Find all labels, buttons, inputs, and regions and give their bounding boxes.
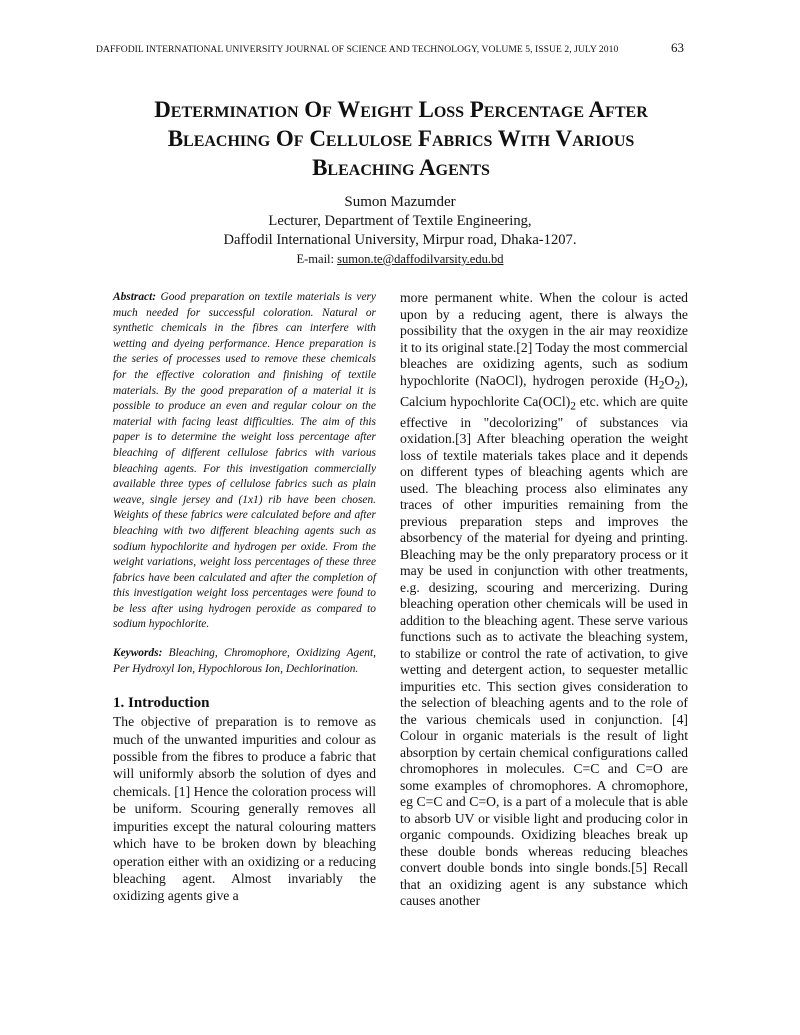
subscript: 2 <box>658 379 665 392</box>
left-column <box>113 290 376 905</box>
email-label: E-mail: <box>296 252 338 266</box>
author-position: Lecturer, Department of Textile Engineering, <box>268 213 532 229</box>
page-number: 63 <box>671 40 684 55</box>
text-segment: etc. which are quite effective in "decolorizing" of substances via oxidation.[3] After bleaching operation the weight loss of textile materials takes place and it depends on different types of bleaching agents which are used. The bleaching process also eliminates any traces of other impurities remaining from the previous preparation steps and improves the absorbency of the material for dyeing and printing. Bleaching may be the only preparatory process or it may be used in conjunction with other treatments, e.g. desizing, scouring and mercerizing. During bleaching operation other chemicals will be used in addition to the bleaching agent. These serve various functions such as to activate the bleaching system, to stabilize or control the rate of activation, to give wetting and detergent action, to sequester metallic impurities etc. This section gives consideration to the selection of bleaching agents and to the role of the various chemicals used in conjunction. [4] Colour in organic materials is the result of light absorption by certain chemical configurations called chromophores in molecules. C=C and C=O are some examples of chromophores. A chromophore, eg C=C and C=O, is a part of a molecule that is able to absorb UV or visible light and producing color in organic compounds. Oxidizing bleaches break up these double bonds whereas reducing bleaches convert double bonds into single bonds.[5] Recall that an oxidizing agent is any substance which causes another <box>400 393 688 909</box>
subscript: 2 <box>570 400 576 413</box>
title-line-1: Determination Of Weight Loss Percentage After <box>154 97 648 122</box>
paper-title <box>90 95 712 182</box>
author-name: Sumon Mazumder <box>344 194 456 210</box>
right-column <box>400 290 688 910</box>
abstract <box>113 290 376 633</box>
author-block <box>150 193 650 269</box>
keywords-text: Bleaching, Chromophore, Oxidizing Agent, Per Hydroxyl Ion, Hypochlorous Ion, Dechlorination. <box>113 647 376 675</box>
title-line-3: Bleaching Agents <box>312 155 490 180</box>
text-segment: ), Calcium hypochlorite Ca(OCl) <box>400 372 688 409</box>
introduction-text: The objective of preparation is to remove as much of the unwanted impurities and colour as possible from the fibres to produce a fabric that will uniformly absorb the solution of dyes and chemicals. [1] Hence the coloration process will be uniform. Scouring generally removes all impurities except the natural colouring matters which have to be broken down by bleaching operation either with an oxidizing or a reducing bleaching agent. Almost invariably the oxidizing agents give a <box>113 714 376 904</box>
abstract-text: Good preparation on textile materials is very much needed for successful coloration. Natural or synthetic chemicals in the fibres can interfere with wetting and dyeing performance. Hence preparation is the series of processes used to remove these chemicals for the effective coloration and finishing of textile materials. By the good preparation of a material it is possible to produce an even and regular colour on the material with facing least difficulties. The aim of this paper is to determine the weight loss percentage after bleaching of different cellulose fabrics with various bleaching agents. For this investigation commercially available three types of cellulose fabrics such as plain weave, single jersey and (1x1) rib have been chosen. Weights of these fabrics were calculated before and after bleaching with two different bleaching agents such as sodium hypochlorite and hydrogen per oxide. From the weight variations, weight loss percentages of these three fabrics have been calculated and after the completion of this investigation weight loss percentages were found to be less after using hydrogen peroxide as compared to sodium hypochlorite. <box>113 291 376 631</box>
email-line <box>150 250 650 269</box>
subscript: 2 <box>674 379 681 392</box>
email-link[interactable]: sumon.te@daffodilvarsity.edu.bd <box>337 252 504 266</box>
running-head: DAFFODIL INTERNATIONAL UNIVERSITY JOURNAL OF SCIENCE AND TECHNOLOGY, VOLUME 5, ISSUE 2, JULY 2010 <box>96 44 619 55</box>
keywords <box>113 646 376 677</box>
right-column-text <box>400 290 688 910</box>
abstract-label: Abstract: <box>113 291 157 303</box>
text-segment: more permanent white. When the colour is acted upon by a reducing agent, there is always the possibility that the oxygen in the air may reoxidize it to its original state.[2] Today the most commercial bleaches are oxidizing agents, such as sodium hypochlorite (NaOCl), hydrogen peroxide (H <box>400 290 688 388</box>
author-affiliation: Daffodil International University, Mirpur road, Dhaka-1207. <box>223 232 577 248</box>
text-segment: O <box>664 372 675 388</box>
title-line-2: Bleaching Of Cellulose Fabrics With Various <box>167 126 635 151</box>
keywords-label: Keywords: <box>113 647 163 660</box>
section-heading-introduction: 1. Introduction <box>113 695 210 712</box>
